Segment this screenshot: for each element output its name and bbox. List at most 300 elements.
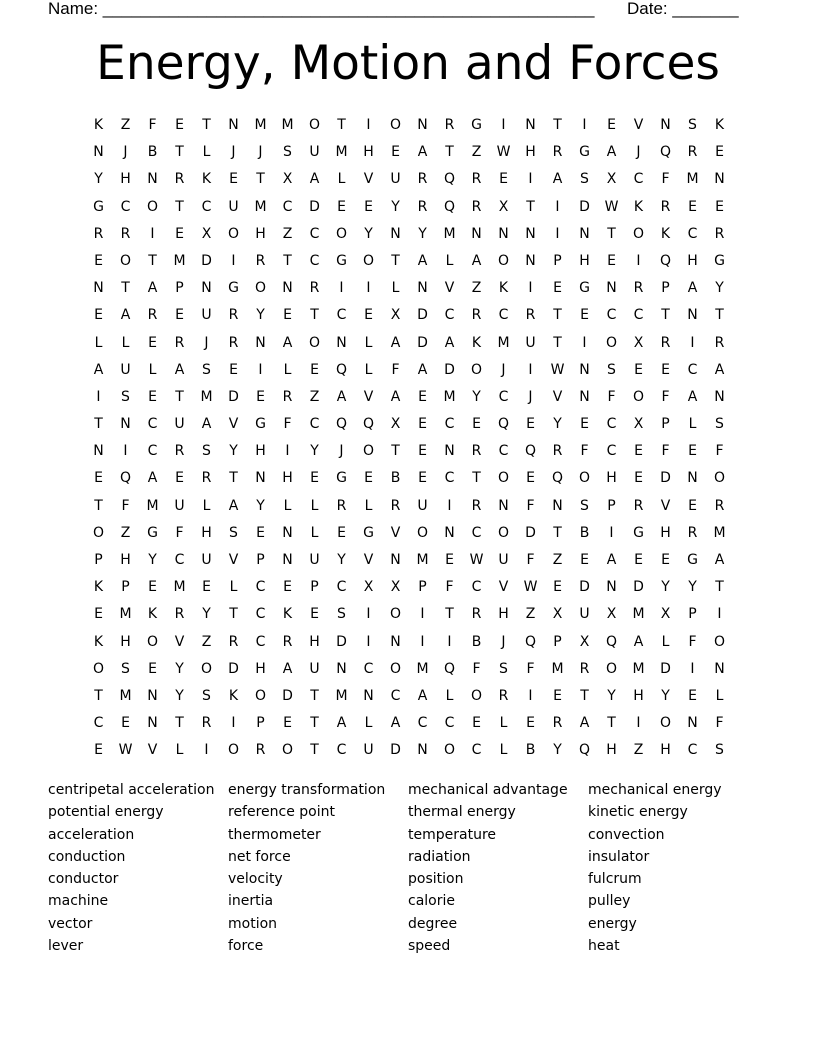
grid-letter: M xyxy=(173,252,186,269)
grid-letter: P xyxy=(121,579,130,596)
grid-letter: Z xyxy=(471,144,482,161)
grid-letter: D xyxy=(660,470,671,487)
grid-letter: E xyxy=(121,715,130,732)
grid-letter: R xyxy=(174,606,185,623)
grid-letter: C xyxy=(309,416,320,433)
grid-letter: E xyxy=(688,443,697,460)
grid-letter: U xyxy=(201,552,212,568)
grid-letter: O xyxy=(497,252,510,269)
grid-letter: R xyxy=(255,252,266,269)
grid-letter: F xyxy=(445,579,454,596)
grid-letter: H xyxy=(120,633,131,650)
grid-letter: L xyxy=(391,280,400,297)
grid-letter: L xyxy=(94,334,103,351)
grid-letter: V xyxy=(174,633,185,650)
grid-letter: V xyxy=(660,497,671,514)
grid-row xyxy=(85,221,733,248)
grid-letter: L xyxy=(283,497,292,514)
grid-letter: O xyxy=(146,633,159,650)
grid-letter: S xyxy=(715,742,724,759)
grid-letter: K xyxy=(282,606,293,623)
grid-letter: C xyxy=(120,198,131,215)
grid-letter: O xyxy=(632,388,645,405)
grid-letter: M xyxy=(551,660,564,677)
grid-letter: C xyxy=(282,198,293,215)
grid-letter: G xyxy=(714,252,725,269)
grid-letter: E xyxy=(283,715,292,732)
grid-letter: Q xyxy=(497,416,510,433)
grid-letter: D xyxy=(228,388,239,405)
grid-row xyxy=(85,302,733,329)
grid-letter: G xyxy=(363,524,374,541)
grid-letter: N xyxy=(120,416,131,433)
grid-letter: N xyxy=(390,225,401,242)
grid-letter: G xyxy=(579,280,590,297)
grid-letter: O xyxy=(713,633,726,650)
grid-letter: C xyxy=(201,198,212,215)
grid-letter: D xyxy=(201,252,212,269)
grid-letter: G xyxy=(579,144,590,161)
grid-letter: R xyxy=(282,388,293,405)
grid-letter: I xyxy=(231,715,236,732)
grid-letter: D xyxy=(579,198,590,215)
grid-letter: C xyxy=(444,470,455,487)
grid-letter: K xyxy=(147,606,158,623)
grid-letter: T xyxy=(148,252,157,269)
word-list xyxy=(48,779,768,957)
word-list-item: mechanical advantage xyxy=(408,782,568,798)
grid-letter: A xyxy=(282,660,293,677)
grid-letter: C xyxy=(633,171,644,188)
grid-letter: X xyxy=(606,171,617,188)
grid-letter: Y xyxy=(310,443,319,460)
grid-letter: U xyxy=(390,171,401,188)
word-list-item: velocity xyxy=(228,871,283,888)
grid-letter: E xyxy=(472,715,481,732)
grid-letter: R xyxy=(93,225,104,242)
grid-letter: E xyxy=(94,252,103,269)
grid-letter: N xyxy=(390,633,401,650)
grid-letter: O xyxy=(362,252,375,269)
grid-letter: S xyxy=(688,117,697,133)
grid-letter: M xyxy=(335,687,348,704)
grid-letter: V xyxy=(228,552,239,568)
grid-letter: Z xyxy=(201,633,212,650)
grid-row xyxy=(85,547,733,574)
grid-letter: Q xyxy=(443,198,456,215)
grid-letter: W xyxy=(604,198,619,215)
grid-letter: E xyxy=(256,524,265,541)
grid-letter: M xyxy=(632,606,645,623)
grid-letter: N xyxy=(390,552,401,568)
grid-letter: I xyxy=(285,443,290,460)
grid-letter: N xyxy=(714,660,725,677)
grid-letter: X xyxy=(390,579,401,596)
grid-letter: O xyxy=(362,443,375,460)
grid-letter: E xyxy=(634,443,643,460)
grid-letter: V xyxy=(498,579,509,596)
word-list-item: acceleration xyxy=(48,826,135,843)
grid-letter: M xyxy=(146,497,159,514)
grid-letter: A xyxy=(147,280,158,297)
grid-letter: T xyxy=(472,470,481,487)
grid-letter: E xyxy=(256,388,265,405)
grid-letter: C xyxy=(147,416,158,433)
grid-letter: F xyxy=(391,361,400,378)
grid-letter: R xyxy=(633,280,644,297)
grid-letter: V xyxy=(552,388,563,405)
grid-letter: R xyxy=(417,198,428,215)
grid-letter: G xyxy=(471,117,482,133)
grid-letter: S xyxy=(283,144,292,161)
grid-letter: H xyxy=(606,742,617,759)
word-list-item: degree xyxy=(408,915,458,932)
grid-letter: Y xyxy=(337,552,346,568)
grid-letter: O xyxy=(389,117,402,133)
grid-letter: M xyxy=(119,687,132,704)
word-list-item: conductor xyxy=(48,871,119,888)
grid-letter: H xyxy=(309,633,320,650)
grid-letter: L xyxy=(202,497,211,514)
grid-letter: F xyxy=(715,443,724,460)
grid-letter: E xyxy=(175,307,184,324)
grid-letter: R xyxy=(660,198,671,215)
grid-letter: D xyxy=(390,742,401,759)
grid-letter: N xyxy=(147,171,158,188)
word-list-item: mechanical energy xyxy=(588,782,722,798)
grid-letter: C xyxy=(255,606,266,623)
grid-letter: N xyxy=(282,552,293,568)
grid-letter: C xyxy=(606,443,617,460)
grid-letter: N xyxy=(417,280,428,297)
grid-letter: O xyxy=(389,606,402,623)
grid-letter: E xyxy=(688,687,697,704)
grid-letter: F xyxy=(283,416,292,433)
grid-letter: E xyxy=(688,198,697,215)
grid-letter: N xyxy=(147,715,158,732)
grid-letter: I xyxy=(636,252,641,269)
grid-letter: L xyxy=(310,524,319,541)
grid-letter: I xyxy=(420,633,425,650)
grid-letter: T xyxy=(553,117,562,133)
grid-letter: I xyxy=(690,334,695,351)
name-line: Name: ____________________________________________________ xyxy=(48,0,595,18)
grid-letter: C xyxy=(498,307,509,324)
grid-letter: G xyxy=(147,524,158,541)
grid-letter: O xyxy=(470,687,483,704)
grid-letter: O xyxy=(92,524,105,541)
grid-letter: R xyxy=(201,715,212,732)
grid-letter: F xyxy=(715,715,724,732)
word-list-item: convection xyxy=(588,826,665,843)
grid-row xyxy=(85,520,733,547)
grid-letter: R xyxy=(336,497,347,514)
grid-letter: R xyxy=(579,660,590,677)
word-list-item: reference point xyxy=(228,804,336,821)
grid-letter: O xyxy=(200,660,213,677)
grid-letter: Y xyxy=(175,660,184,677)
grid-letter: A xyxy=(687,388,698,405)
grid-letter: I xyxy=(501,117,506,133)
grid-letter: F xyxy=(121,497,130,514)
grid-letter: L xyxy=(337,171,346,188)
grid-letter: T xyxy=(715,307,724,324)
grid-letter: O xyxy=(254,280,267,297)
grid-letter: P xyxy=(553,252,562,269)
grid-letter: C xyxy=(336,742,347,759)
grid-letter: L xyxy=(364,497,373,514)
word-list-item: thermometer xyxy=(228,826,321,843)
grid-letter: R xyxy=(174,171,185,188)
grid-letter: C xyxy=(174,552,185,568)
grid-letter: F xyxy=(148,117,157,133)
grid-letter: S xyxy=(121,660,130,677)
grid-letter: N xyxy=(363,687,374,704)
word-list-item: energy xyxy=(588,915,637,932)
grid-letter: E xyxy=(94,307,103,324)
grid-letter: I xyxy=(447,633,452,650)
grid-letter: K xyxy=(633,198,644,215)
grid-letter: O xyxy=(254,687,267,704)
grid-letter: X xyxy=(498,198,509,215)
grid-letter: E xyxy=(526,715,535,732)
grid-letter: J xyxy=(123,144,128,161)
grid-letter: W xyxy=(469,552,484,568)
grid-letter: L xyxy=(175,742,184,759)
grid-letter: M xyxy=(686,171,699,188)
worksheet-header xyxy=(48,0,740,20)
grid-letter: W xyxy=(496,144,511,161)
grid-letter: T xyxy=(337,117,346,133)
grid-letter: E xyxy=(283,579,292,596)
grid-letter: E xyxy=(418,416,427,433)
word-list-item: motion xyxy=(228,915,278,932)
word-list-item: potential energy xyxy=(48,804,164,821)
grid-letter: I xyxy=(231,252,236,269)
grid-letter: G xyxy=(687,552,698,568)
grid-letter: K xyxy=(471,334,482,351)
grid-letter: S xyxy=(202,361,211,378)
grid-row xyxy=(85,656,733,683)
word-list-item: conduction xyxy=(48,848,126,865)
grid-letter: O xyxy=(92,660,105,677)
grid-letter: J xyxy=(204,334,209,351)
grid-letter: Y xyxy=(607,687,616,704)
grid-letter: Z xyxy=(633,742,644,759)
grid-letter: X xyxy=(363,579,374,596)
grid-letter: E xyxy=(310,361,319,378)
grid-letter: M xyxy=(632,660,645,677)
grid-letter: L xyxy=(364,334,373,351)
grid-letter: C xyxy=(336,307,347,324)
grid-letter: S xyxy=(337,606,346,623)
grid-letter: T xyxy=(607,225,616,242)
grid-letter: T xyxy=(526,198,535,215)
grid-letter: F xyxy=(472,660,481,677)
grid-letter: T xyxy=(94,416,103,433)
grid-letter: E xyxy=(553,280,562,297)
grid-letter: D xyxy=(579,579,590,596)
grid-letter: X xyxy=(660,606,671,623)
grid-letter: Z xyxy=(120,117,131,133)
grid-letter: C xyxy=(363,660,374,677)
grid-letter: I xyxy=(123,443,128,460)
grid-letter: U xyxy=(525,334,536,351)
grid-letter: R xyxy=(390,497,401,514)
grid-letter: Q xyxy=(119,470,132,487)
grid-letter: T xyxy=(121,280,130,297)
grid-letter: I xyxy=(555,225,560,242)
grid-letter: D xyxy=(309,198,320,215)
grid-letter: U xyxy=(417,497,428,514)
grid-letter: Z xyxy=(309,388,320,405)
grid-letter: I xyxy=(528,687,533,704)
grid-letter: K xyxy=(201,171,212,188)
grid-letter: L xyxy=(283,361,292,378)
grid-letter: Q xyxy=(578,742,591,759)
grid-letter: C xyxy=(471,742,482,759)
grid-letter: R xyxy=(120,225,131,242)
grid-letter: X xyxy=(633,416,644,433)
grid-letter: C xyxy=(471,579,482,596)
grid-letter: A xyxy=(201,416,212,433)
grid-letter: Y xyxy=(256,307,265,324)
grid-letter: A xyxy=(606,144,617,161)
grid-letter: E xyxy=(634,552,643,568)
grid-letter: P xyxy=(418,579,427,596)
word-list-item: heat xyxy=(588,938,620,955)
grid-letter: O xyxy=(659,715,672,732)
grid-letter: E xyxy=(688,497,697,514)
grid-letter: I xyxy=(528,171,533,188)
grid-letter: I xyxy=(582,117,587,133)
word-row xyxy=(48,935,768,957)
grid-letter: R xyxy=(498,687,509,704)
grid-letter: L xyxy=(148,361,157,378)
grid-letter: A xyxy=(687,280,698,297)
grid-letter: O xyxy=(713,470,726,487)
grid-letter: O xyxy=(308,117,321,133)
grid-letter: R xyxy=(471,307,482,324)
grid-row xyxy=(85,438,733,465)
grid-letter: P xyxy=(661,280,670,297)
grid-letter: N xyxy=(93,280,104,297)
grid-letter: R xyxy=(525,307,536,324)
word-list-item: kinetic energy xyxy=(588,804,688,821)
grid-letter: F xyxy=(526,497,535,514)
grid-letter: T xyxy=(229,470,238,487)
grid-letter: M xyxy=(200,388,213,405)
grid-letter: P xyxy=(607,497,616,514)
grid-letter: N xyxy=(525,252,536,269)
grid-letter: N xyxy=(552,497,563,514)
grid-letter: R xyxy=(417,171,428,188)
grid-letter: K xyxy=(660,225,671,242)
grid-letter: D xyxy=(282,687,293,704)
grid-letter: A xyxy=(390,715,401,732)
grid-letter: Q xyxy=(335,361,348,378)
word-list-item: insulator xyxy=(588,848,650,865)
grid-letter: E xyxy=(148,388,157,405)
grid-letter: S xyxy=(580,171,589,188)
grid-letter: I xyxy=(339,280,344,297)
grid-letter: C xyxy=(444,416,455,433)
grid-letter: K xyxy=(498,280,509,297)
grid-letter: X xyxy=(552,606,563,623)
grid-letter: O xyxy=(146,198,159,215)
grid-letter: N xyxy=(93,443,104,460)
grid-letter: H xyxy=(579,252,590,269)
grid-letter: C xyxy=(444,307,455,324)
letter-grid xyxy=(85,112,733,765)
grid-letter: E xyxy=(337,524,346,541)
grid-letter: Z xyxy=(282,225,293,242)
word-row xyxy=(48,824,768,846)
grid-letter: O xyxy=(227,742,240,759)
grid-letter: E xyxy=(94,470,103,487)
grid-letter: R xyxy=(147,307,158,324)
grid-letter: F xyxy=(661,171,670,188)
grid-letter: T xyxy=(175,144,184,161)
grid-letter: P xyxy=(256,552,265,568)
grid-letter: I xyxy=(366,117,371,133)
grid-letter: A xyxy=(633,633,644,650)
grid-letter: W xyxy=(523,579,538,596)
grid-letter: R xyxy=(309,280,320,297)
grid-letter: C xyxy=(606,307,617,324)
grid-letter: K xyxy=(93,579,104,596)
grid-letter: H xyxy=(606,470,617,487)
grid-letter: Y xyxy=(715,280,724,297)
grid-letter: R xyxy=(552,144,563,161)
grid-letter: D xyxy=(633,579,644,596)
grid-letter: P xyxy=(661,416,670,433)
grid-letter: O xyxy=(281,742,294,759)
grid-letter: I xyxy=(555,198,560,215)
word-list-item: net force xyxy=(228,848,291,865)
grid-letter: A xyxy=(714,552,725,568)
grid-letter: T xyxy=(580,687,589,704)
grid-letter: E xyxy=(148,579,157,596)
grid-letter: O xyxy=(443,742,456,759)
grid-letter: I xyxy=(609,524,614,541)
grid-letter: R xyxy=(687,144,698,161)
grid-letter: N xyxy=(579,225,590,242)
grid-letter: Q xyxy=(362,416,375,433)
grid-letter: E xyxy=(418,470,427,487)
grid-letter: R xyxy=(228,307,239,324)
grid-letter: T xyxy=(445,606,454,623)
grid-letter: V xyxy=(363,388,374,405)
grid-letter: V xyxy=(390,524,401,541)
grid-letter: I xyxy=(690,660,695,677)
grid-letter: D xyxy=(417,307,428,324)
grid-letter: S xyxy=(202,443,211,460)
grid-letter: T xyxy=(310,687,319,704)
grid-letter: U xyxy=(309,660,320,677)
grid-letter: Q xyxy=(605,633,618,650)
grid-letter: V xyxy=(444,280,455,297)
grid-letter: W xyxy=(550,361,565,378)
grid-letter: U xyxy=(309,552,320,568)
grid-letter: E xyxy=(472,416,481,433)
grid-letter: E xyxy=(229,171,238,188)
grid-letter: H xyxy=(525,144,536,161)
grid-letter: R xyxy=(660,334,671,351)
grid-letter: C xyxy=(417,715,428,732)
grid-letter: Y xyxy=(94,171,103,188)
grid-letter: J xyxy=(501,633,506,650)
